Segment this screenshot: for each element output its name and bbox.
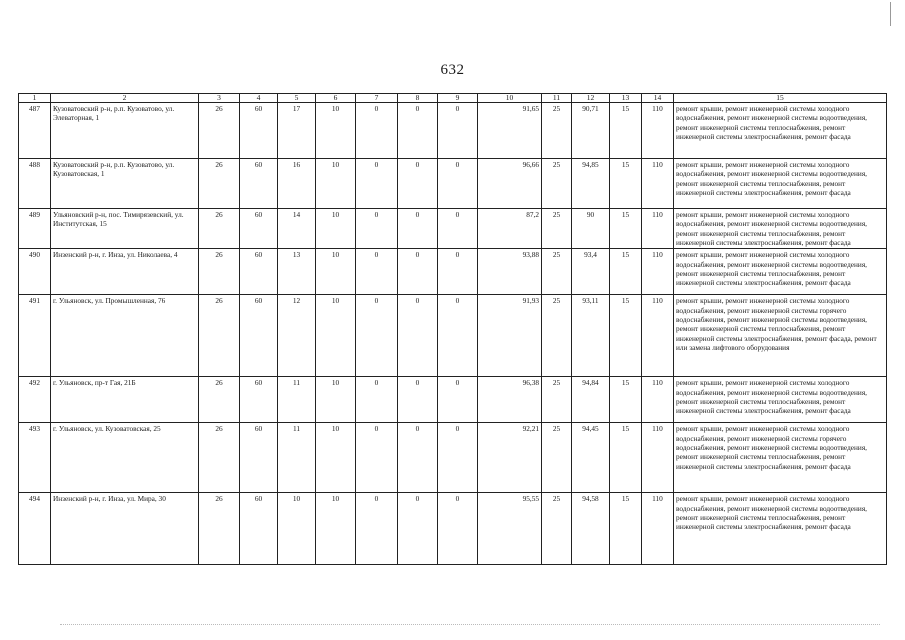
column-header-9: 9 xyxy=(438,94,478,103)
value-col5: 16 xyxy=(278,159,316,209)
value-col6: 10 xyxy=(316,493,356,565)
value-col6: 10 xyxy=(316,209,356,249)
value-col5: 12 xyxy=(278,295,316,377)
row-number: 492 xyxy=(19,377,51,423)
value-col4: 60 xyxy=(240,423,278,493)
value-col4: 60 xyxy=(240,159,278,209)
value-col9: 0 xyxy=(438,423,478,493)
table-row xyxy=(19,423,887,493)
value-col9: 0 xyxy=(438,159,478,209)
value-col12: 93,11 xyxy=(572,295,610,377)
column-header-1: 1 xyxy=(19,94,51,103)
value-col10: 91,93 xyxy=(478,295,542,377)
value-col14: 110 xyxy=(642,249,674,295)
value-col12: 94,45 xyxy=(572,423,610,493)
value-col11: 25 xyxy=(542,493,572,565)
value-col7: 0 xyxy=(356,209,398,249)
works-cell: ремонт крыши, ремонт инженерной системы холодного водоснабжения, ремонт инженерной системы водоотведения, ремонт инженерной системы теплоснабжения, ремонт инженерной системы электроснабжения, ремонт фасада xyxy=(674,249,887,295)
value-col13: 15 xyxy=(610,209,642,249)
works-cell: ремонт крыши, ремонт инженерной системы холодного водоснабжения, ремонт инженерной системы водоотведения, ремонт инженерной системы теплоснабжения, ремонт инженерной системы электроснабжения, ремонт фасада xyxy=(674,493,887,565)
value-col12: 90 xyxy=(572,209,610,249)
table-row xyxy=(19,103,887,159)
works-cell: ремонт крыши, ремонт инженерной системы холодного водоснабжения, ремонт инженерной системы горячего водоснабжения, ремонт инженерной системы водоотведения, ремонт инженерной системы теплоснабжения, ремонт инженерной системы электроснабжения, ремонт фасада xyxy=(674,423,887,493)
row-number: 493 xyxy=(19,423,51,493)
works-cell: ремонт крыши, ремонт инженерной системы холодного водоснабжения, ремонт инженерной системы водоотведения, ремонт инженерной системы теплоснабжения, ремонт инженерной системы электроснабжения, ремонт фасада xyxy=(674,103,887,159)
value-col3: 26 xyxy=(199,423,240,493)
value-col8: 0 xyxy=(398,295,438,377)
table-row xyxy=(19,295,887,377)
value-col7: 0 xyxy=(356,377,398,423)
value-col4: 60 xyxy=(240,295,278,377)
value-col14: 110 xyxy=(642,423,674,493)
value-col11: 25 xyxy=(542,103,572,159)
value-col10: 96,38 xyxy=(478,377,542,423)
value-col6: 10 xyxy=(316,249,356,295)
value-col14: 110 xyxy=(642,377,674,423)
value-col11: 25 xyxy=(542,295,572,377)
scan-noise-line xyxy=(60,624,880,629)
value-col8: 0 xyxy=(398,249,438,295)
address-cell: г. Ульяновск, пр-т Гая, 21Б xyxy=(51,377,199,423)
value-col14: 110 xyxy=(642,295,674,377)
works-cell: ремонт крыши, ремонт инженерной системы холодного водоснабжения, ремонт инженерной системы водоотведения, ремонт инженерной системы теплоснабжения, ремонт инженерной системы электроснабжения, ремонт фасада xyxy=(674,159,887,209)
value-col13: 15 xyxy=(610,249,642,295)
address-cell: г. Ульяновск, ул. Кузоватовская, 25 xyxy=(51,423,199,493)
column-header-7: 7 xyxy=(356,94,398,103)
column-header-15: 15 xyxy=(674,94,887,103)
value-col10: 91,65 xyxy=(478,103,542,159)
value-col3: 26 xyxy=(199,295,240,377)
value-col3: 26 xyxy=(199,209,240,249)
column-header-10: 10 xyxy=(478,94,542,103)
value-col6: 10 xyxy=(316,295,356,377)
column-header-4: 4 xyxy=(240,94,278,103)
value-col4: 60 xyxy=(240,249,278,295)
value-col14: 110 xyxy=(642,209,674,249)
value-col13: 15 xyxy=(610,423,642,493)
value-col6: 10 xyxy=(316,423,356,493)
value-col12: 94,58 xyxy=(572,493,610,565)
value-col13: 15 xyxy=(610,295,642,377)
value-col12: 93,4 xyxy=(572,249,610,295)
table-row xyxy=(19,493,887,565)
value-col3: 26 xyxy=(199,103,240,159)
value-col5: 10 xyxy=(278,493,316,565)
address-cell: Кузоватовский р-н, р.п. Кузоватово, ул. Элеваторная, 1 xyxy=(51,103,199,159)
works-cell: ремонт крыши, ремонт инженерной системы холодного водоснабжения, ремонт инженерной системы горячего водоснабжения, ремонт инженерной системы водоотведения, ремонт инженерной системы теплоснабжения, ремонт инженерной системы электроснабжения, ремонт фасада, ремонт или замена лифтового оборудования xyxy=(674,295,887,377)
table-header-row xyxy=(19,94,887,103)
value-col9: 0 xyxy=(438,377,478,423)
value-col14: 110 xyxy=(642,103,674,159)
value-col6: 10 xyxy=(316,159,356,209)
value-col11: 25 xyxy=(542,209,572,249)
value-col11: 25 xyxy=(542,423,572,493)
value-col14: 110 xyxy=(642,493,674,565)
value-col9: 0 xyxy=(438,209,478,249)
address-cell: Кузоватовский р-н, р.п. Кузоватово, ул. Кузоватовская, 1 xyxy=(51,159,199,209)
value-col12: 94,85 xyxy=(572,159,610,209)
value-col5: 14 xyxy=(278,209,316,249)
column-header-12: 12 xyxy=(572,94,610,103)
address-cell: г. Ульяновск, ул. Промышленная, 76 xyxy=(51,295,199,377)
row-number: 491 xyxy=(19,295,51,377)
value-col5: 11 xyxy=(278,423,316,493)
value-col7: 0 xyxy=(356,493,398,565)
table-row xyxy=(19,209,887,249)
repair-program-table xyxy=(18,93,887,565)
value-col4: 60 xyxy=(240,209,278,249)
value-col9: 0 xyxy=(438,249,478,295)
value-col6: 10 xyxy=(316,103,356,159)
value-col14: 110 xyxy=(642,159,674,209)
value-col7: 0 xyxy=(356,295,398,377)
value-col11: 25 xyxy=(542,249,572,295)
value-col8: 0 xyxy=(398,423,438,493)
page-number: 632 xyxy=(440,62,465,78)
value-col7: 0 xyxy=(356,103,398,159)
value-col13: 15 xyxy=(610,103,642,159)
value-col4: 60 xyxy=(240,493,278,565)
value-col3: 26 xyxy=(199,493,240,565)
works-cell: ремонт крыши, ремонт инженерной системы холодного водоснабжения, ремонт инженерной системы водоотведения, ремонт инженерной системы теплоснабжения, ремонт инженерной системы электроснабжения, ремонт фасада xyxy=(674,377,887,423)
value-col11: 25 xyxy=(542,377,572,423)
row-number: 487 xyxy=(19,103,51,159)
value-col10: 92,21 xyxy=(478,423,542,493)
column-header-14: 14 xyxy=(642,94,674,103)
value-col3: 26 xyxy=(199,377,240,423)
column-header-2: 2 xyxy=(51,94,199,103)
column-header-8: 8 xyxy=(398,94,438,103)
table-row xyxy=(19,159,887,209)
column-header-11: 11 xyxy=(542,94,572,103)
row-number: 494 xyxy=(19,493,51,565)
value-col5: 17 xyxy=(278,103,316,159)
scan-edge-mark xyxy=(890,2,897,26)
value-col7: 0 xyxy=(356,249,398,295)
value-col13: 15 xyxy=(610,159,642,209)
value-col9: 0 xyxy=(438,103,478,159)
value-col5: 13 xyxy=(278,249,316,295)
value-col8: 0 xyxy=(398,159,438,209)
row-number: 489 xyxy=(19,209,51,249)
value-col8: 0 xyxy=(398,377,438,423)
value-col13: 15 xyxy=(610,377,642,423)
value-col8: 0 xyxy=(398,209,438,249)
value-col4: 60 xyxy=(240,377,278,423)
works-cell: ремонт крыши, ремонт инженерной системы холодного водоснабжения, ремонт инженерной системы водоотведения, ремонт инженерной системы теплоснабжения, ремонт инженерной системы электроснабжения, ремонт фасада xyxy=(674,209,887,249)
value-col7: 0 xyxy=(356,159,398,209)
column-header-6: 6 xyxy=(316,94,356,103)
value-col11: 25 xyxy=(542,159,572,209)
value-col4: 60 xyxy=(240,103,278,159)
row-number: 488 xyxy=(19,159,51,209)
value-col12: 90,71 xyxy=(572,103,610,159)
value-col13: 15 xyxy=(610,493,642,565)
row-number: 490 xyxy=(19,249,51,295)
value-col3: 26 xyxy=(199,159,240,209)
column-header-13: 13 xyxy=(610,94,642,103)
value-col8: 0 xyxy=(398,493,438,565)
table-body xyxy=(19,103,887,565)
value-col3: 26 xyxy=(199,249,240,295)
table-row xyxy=(19,377,887,423)
column-header-5: 5 xyxy=(278,94,316,103)
value-col10: 87,2 xyxy=(478,209,542,249)
address-cell: Инзенский р-н, г. Инза, ул. Мира, 30 xyxy=(51,493,199,565)
value-col12: 94,84 xyxy=(572,377,610,423)
value-col10: 93,88 xyxy=(478,249,542,295)
value-col10: 96,66 xyxy=(478,159,542,209)
value-col5: 11 xyxy=(278,377,316,423)
value-col10: 95,55 xyxy=(478,493,542,565)
value-col6: 10 xyxy=(316,377,356,423)
column-header-3: 3 xyxy=(199,94,240,103)
value-col9: 0 xyxy=(438,493,478,565)
value-col8: 0 xyxy=(398,103,438,159)
address-cell: Инзенский р-н, г. Инза, ул. Николаева, 4 xyxy=(51,249,199,295)
table-row xyxy=(19,249,887,295)
value-col9: 0 xyxy=(438,295,478,377)
value-col7: 0 xyxy=(356,423,398,493)
address-cell: Ульяновский р-н, пос. Тимирязевский, ул. Институтская, 15 xyxy=(51,209,199,249)
